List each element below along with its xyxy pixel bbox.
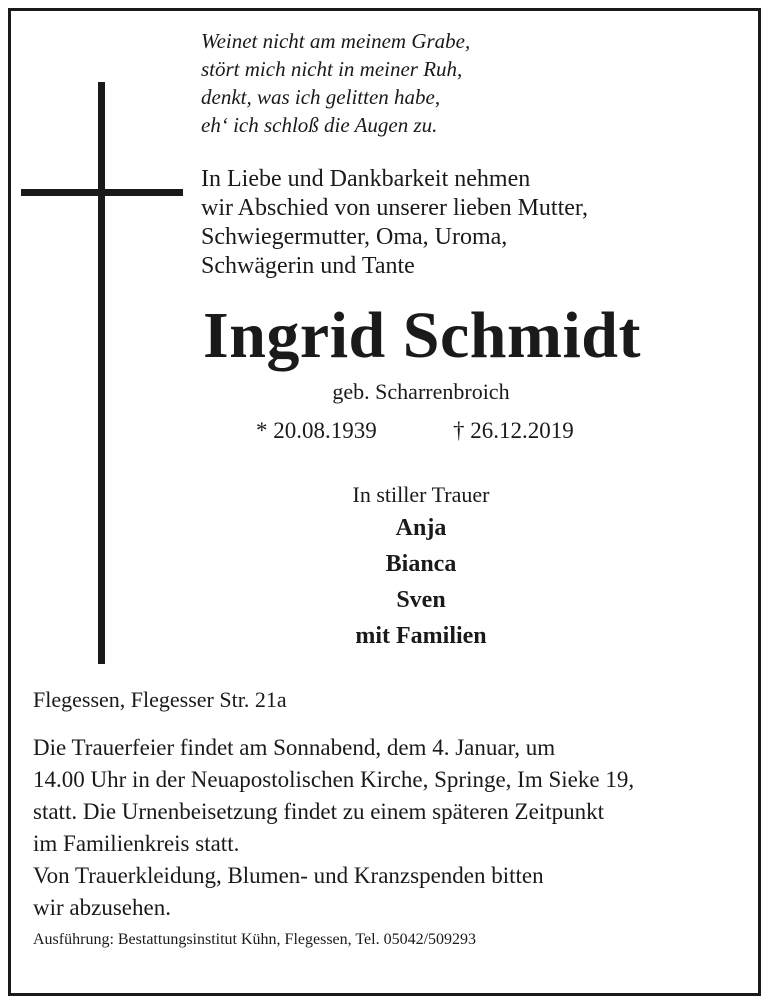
mourners-label: In stiller Trauer (352, 482, 490, 507)
details-line: Die Trauerfeier findet am Sonnabend, dem 4. Januar, um (33, 735, 556, 760)
poem-line: stört mich nicht in meiner Ruh, (201, 57, 463, 81)
details-line: im Familienkreis statt. (33, 831, 240, 856)
intro-line: Schwiegermutter, Oma, Uroma, (201, 224, 508, 250)
deceased-name: Ingrid Schmidt (203, 299, 641, 372)
death-date: † 26.12.2019 (453, 418, 574, 443)
poem-line: denkt, was ich gelitten habe, (201, 85, 441, 109)
intro-line: wir Abschied von unserer lieben Mutter, (201, 195, 588, 221)
poem-line: eh‘ ich schloß die Augen zu. (201, 113, 438, 137)
mourner-name: mit Familien (355, 623, 487, 649)
address: Flegessen, Flegesser Str. 21a (33, 687, 287, 712)
mourner-name: Bianca (385, 551, 457, 577)
details-line: 14.00 Uhr in der Neuapostolischen Kirche, Springe, Im Sieke 19, (33, 767, 635, 792)
intro-line: In Liebe und Dankbarkeit nehmen (201, 166, 531, 192)
cross-horizontal-bar (21, 189, 183, 196)
mourners-block (0, 480, 766, 654)
birth-date: * 20.08.1939 (256, 418, 377, 443)
undertaker-info: Ausführung: Bestattungsinstitut Kühn, Flegessen, Tel. 05042/509293 (33, 931, 477, 948)
details-line: wir abzusehen. (33, 895, 171, 920)
poem (201, 27, 470, 139)
maiden-name: geb. Scharrenbroich (332, 379, 510, 404)
mourner-name: Anja (395, 515, 447, 541)
mourner-name: Sven (396, 587, 446, 613)
poem-line: Weinet nicht am meinem Grabe, (201, 29, 471, 53)
funeral-details (33, 732, 634, 924)
details-line: statt. Die Urnenbeisetzung findet zu einem späteren Zeitpunkt (33, 799, 604, 824)
details-line: Von Trauerkleidung, Blumen- und Kranzspenden bitten (33, 863, 544, 888)
intro-line: Schwägerin und Tante (201, 253, 415, 279)
intro-text (201, 165, 588, 281)
